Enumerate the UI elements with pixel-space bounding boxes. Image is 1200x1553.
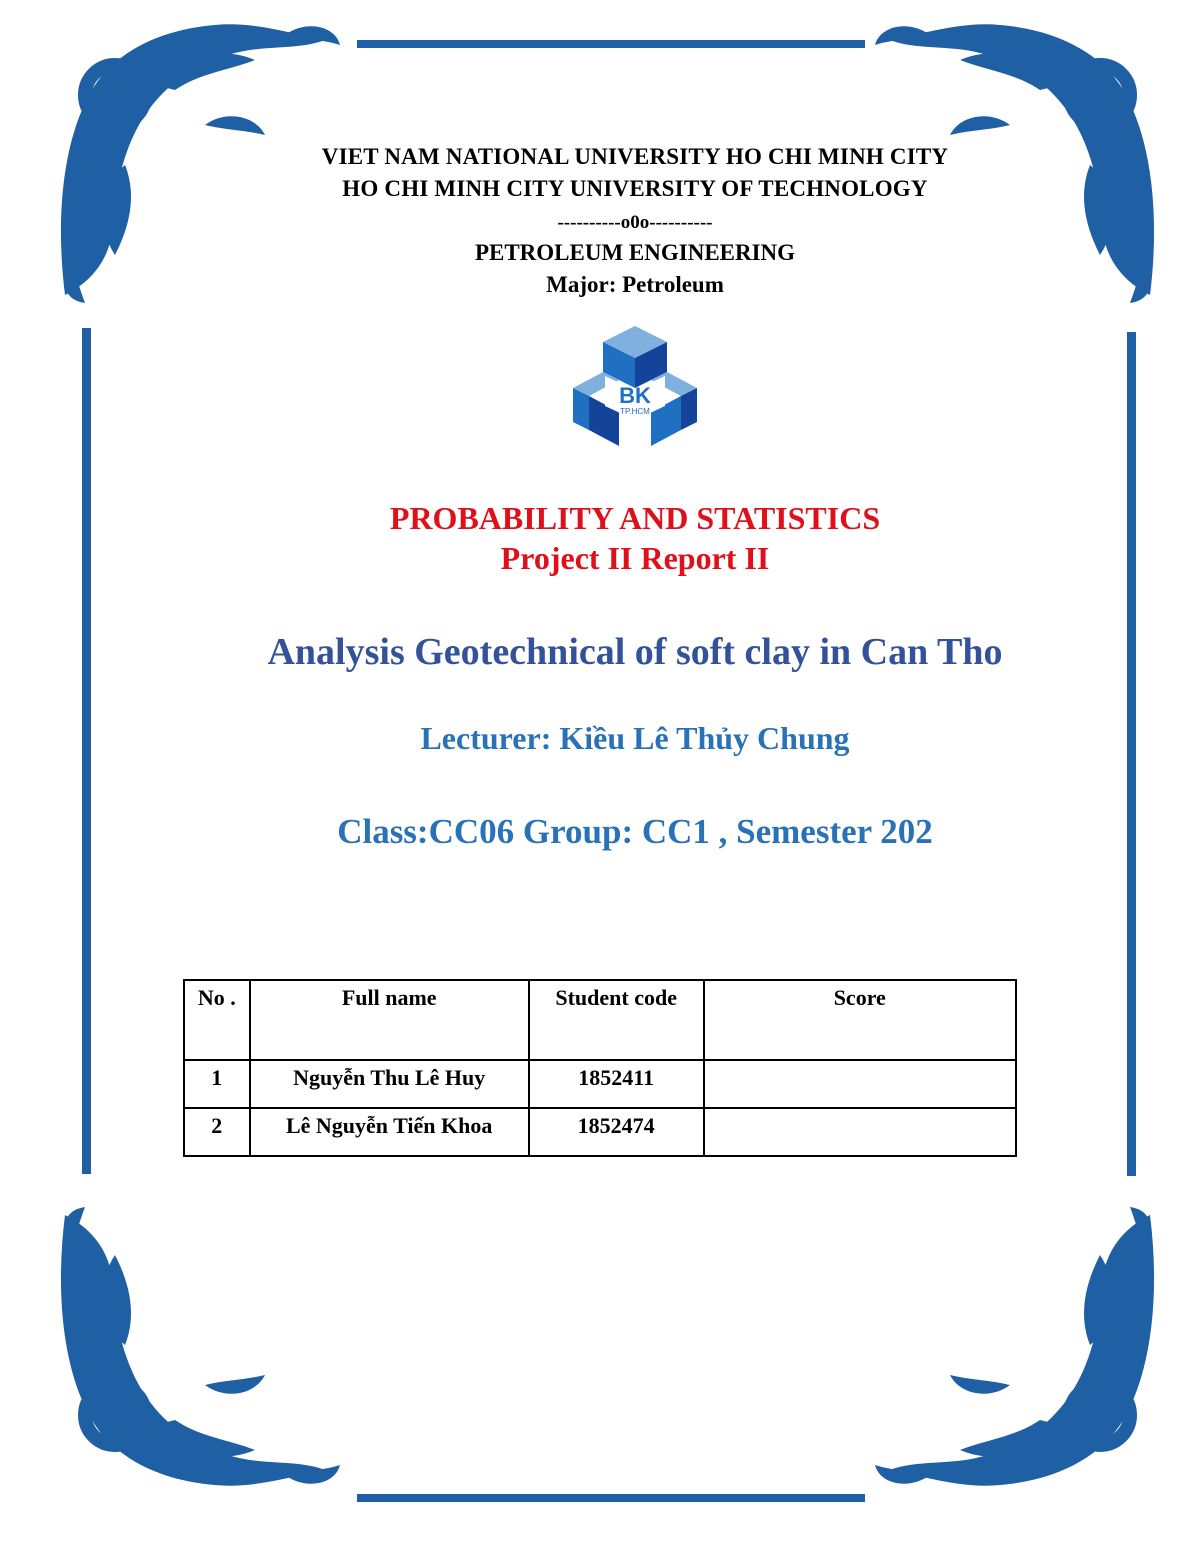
header-score: Score: [704, 980, 1016, 1060]
header-separator: ----------o0o----------: [557, 212, 713, 233]
lecturer-line: Lecturer: Kiều Lê Thủy Chung: [420, 720, 850, 756]
row-no: 1: [184, 1060, 250, 1108]
major-name: Major: Petroleum: [546, 272, 724, 297]
faculty-name: PETROLEUM ENGINEERING: [474, 240, 796, 265]
row-code: 1852474: [529, 1108, 704, 1156]
table-row: [184, 1108, 1016, 1156]
class-info-line: Class:CC06 Group: CC1 , Semester 202: [337, 812, 933, 851]
header-full-name: Full name: [250, 980, 529, 1060]
course-title: PROBABILITY AND STATISTICS: [389, 500, 881, 536]
row-name: Lê Nguyễn Tiến Khoa: [250, 1108, 529, 1156]
row-score: [704, 1060, 1016, 1108]
frame-bottom-line: [357, 1494, 865, 1502]
frame-top-line: [357, 40, 865, 48]
student-table: [183, 979, 1017, 1157]
table-row: [184, 1060, 1016, 1108]
row-no: 2: [184, 1108, 250, 1156]
report-title: Project II Report II: [500, 540, 770, 576]
logo-text: BK: [619, 383, 651, 408]
bk-university-logo: [573, 326, 697, 446]
header-student-code: Student code: [529, 980, 704, 1060]
header-no: No .: [184, 980, 250, 1060]
logo-subtext: TP.HCM: [620, 407, 650, 416]
row-code: 1852411: [529, 1060, 704, 1108]
row-score: [704, 1108, 1016, 1156]
corner-ornament-bottom-right: [870, 1205, 1160, 1495]
table-header-row: [184, 980, 1016, 1060]
corner-ornament-bottom-left: [55, 1205, 345, 1495]
school-name: HO CHI MINH CITY UNIVERSITY OF TECHNOLOGY: [342, 176, 928, 201]
university-name: VIET NAM NATIONAL UNIVERSITY HO CHI MINH CITY: [321, 144, 949, 169]
row-name: Nguyễn Thu Lê Huy: [250, 1060, 529, 1108]
topic-title: Analysis Geotechnical of soft clay in Can Tho: [267, 631, 1003, 673]
